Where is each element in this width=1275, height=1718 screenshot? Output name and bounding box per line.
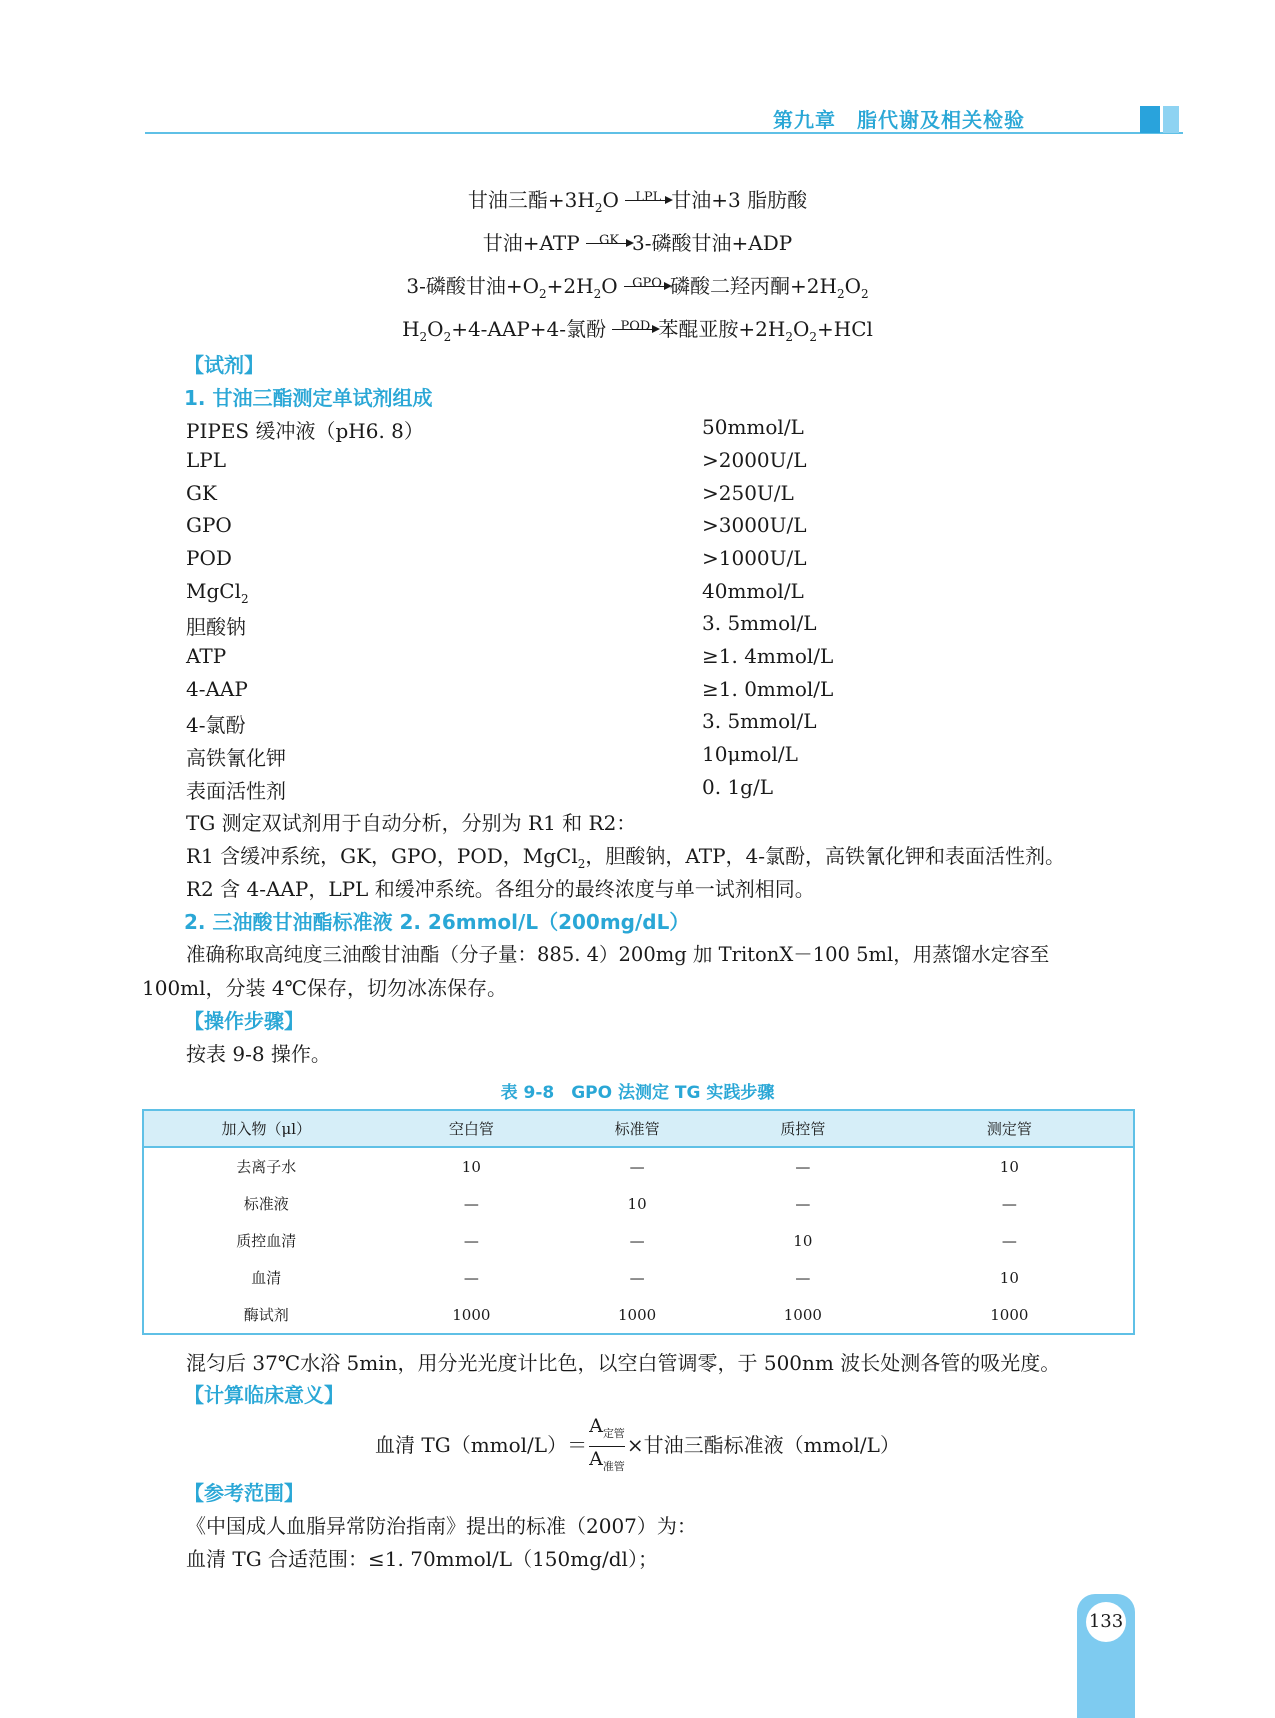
table-cell: — xyxy=(629,1231,645,1250)
reagent-name: ATP xyxy=(186,644,227,668)
reagent-name: GPO xyxy=(186,513,232,537)
table-row xyxy=(143,1185,1134,1222)
table-cell: — xyxy=(629,1157,645,1176)
standard-text-line2: 100ml，分装 4℃保存，切勿冰冻保存。 xyxy=(142,976,507,1000)
table-cell: — xyxy=(463,1194,479,1213)
table-cell: — xyxy=(1001,1231,1017,1250)
table-cell: — xyxy=(629,1268,645,1287)
reagent-concentration: >250U/L xyxy=(702,481,794,505)
dual-reagent-intro: TG 测定双试剂用于自动分析，分别为 R1 和 R2： xyxy=(186,811,637,835)
table-cell: — xyxy=(463,1231,479,1250)
section-heading-calculation: 【计算临床意义】 xyxy=(184,1383,344,1407)
tg-formula: 血清 TG（mmol/L）＝ $\frac{A_{定管}}{A_{准管}}$ ×甘油三酯标准液（mmol/L） xyxy=(0,1414,1275,1479)
table-cell: 质控血清 xyxy=(236,1232,297,1250)
table-row xyxy=(143,1259,1134,1296)
table-cell: — xyxy=(1001,1194,1017,1213)
dual-reagent-r2: R2 含 4-AAP，LPL 和缓冲系统。各组分的最终浓度与单一试剂相同。 xyxy=(186,877,815,901)
procedure-text: 按表 9-8 操作。 xyxy=(186,1042,331,1066)
table-cell: 10 xyxy=(793,1231,813,1250)
reagent-name: PIPES 缓冲液（pH6. 8） xyxy=(186,419,424,443)
equation-lpl: 甘油三酯$+3H_2O$ LPL 甘油+3 脂肪酸 xyxy=(467,188,808,215)
section-heading-reference: 【参考范围】 xyxy=(184,1481,304,1505)
equation-gpo: 3-磷酸甘油$+O_2+2H_2O$ GPO 磷酸二羟丙酮$+2H_2O_2$ xyxy=(406,274,869,301)
reagent-concentration: 50mmol/L xyxy=(702,415,804,439)
header-rule xyxy=(145,132,1183,134)
reagent-concentration: >1000U/L xyxy=(702,546,807,570)
reagent-concentration: 3. 5mmol/L xyxy=(702,709,817,733)
reagent-name: 4-AAP xyxy=(186,677,248,701)
table-header-cell: 测定管 xyxy=(886,1110,1134,1147)
standard-text-line1: 准确称取高纯度三油酸甘油酯（分子量：885. 4）200mg 加 TritonX－100 5ml，用蒸馏水定容至 xyxy=(186,943,1050,966)
table-cell: — xyxy=(463,1268,479,1287)
table-header-cell: 空白管 xyxy=(388,1110,554,1147)
table-header-cell: 质控管 xyxy=(720,1110,886,1147)
table-row xyxy=(143,1296,1134,1334)
after-table-text: 混匀后 37℃水浴 5min，用分光光度计比色，以空白管调零，于 500nm 波长处测各管的吸光度。 xyxy=(186,1351,1061,1375)
dual-reagent-r1: R1 含缓冲系统，GK，GPO，POD，MgCl$_2$，胆酸钠，ATP，4-氯酚，高铁氰化钾和表面活性剂。 xyxy=(186,844,1066,871)
table-caption: 表 9-8 GPO 法测定 TG 实践步骤 xyxy=(500,1083,775,1103)
table-row xyxy=(143,1147,1134,1185)
table-cell: 酶试剂 xyxy=(243,1306,289,1324)
reagent-concentration: 10μmol/L xyxy=(702,742,798,766)
reagent-concentration: >3000U/L xyxy=(702,513,807,537)
section-heading-procedure: 【操作步骤】 xyxy=(184,1009,304,1033)
formula-fraction: $\frac{A_{定管}}{A_{准管}}$ xyxy=(589,1415,625,1473)
procedure-table xyxy=(142,1109,1135,1335)
reagent-concentration: ≥1. 0mmol/L xyxy=(702,677,834,701)
table-cell: 1000 xyxy=(990,1305,1029,1324)
table-cell: 1000 xyxy=(617,1305,657,1324)
table-header-cell: 加入物（μl） xyxy=(143,1110,388,1147)
reference-text-line1: 《中国成人血脂异常防治指南》提出的标准（2007）为： xyxy=(186,1514,697,1538)
equation-pod: $H_2O_2+4-AAP+4-$氯酚 POD 苯醌亚胺$+2H_2O_2+HCl$ xyxy=(402,317,873,344)
reagent-concentration: 40mmol/L xyxy=(702,579,804,603)
table-cell: 10 xyxy=(627,1194,647,1213)
reaction-arrow: GK xyxy=(586,249,632,250)
table-cell: 去离子水 xyxy=(236,1158,297,1176)
reagent-name: 高铁氰化钾 xyxy=(186,746,286,770)
reagent-name: 胆酸钠 xyxy=(186,615,246,639)
reagent-name: GK xyxy=(186,481,217,505)
reagent-concentration: >2000U/L xyxy=(702,448,807,472)
table-cell: — xyxy=(795,1157,811,1176)
table-cell: 血清 xyxy=(251,1269,282,1287)
reagent-concentration: ≥1. 4mmol/L xyxy=(702,644,834,668)
subheading-single-reagent: 1. 甘油三酯测定单试剂组成 xyxy=(184,386,433,410)
reagent-name: LPL xyxy=(186,448,227,472)
table-cell: — xyxy=(795,1194,811,1213)
subheading-standard: 2. 三油酸甘油酯标准液 2. 26mmol/L（200mg/dL） xyxy=(184,910,690,934)
chapter-title: 第九章 脂代谢及相关检验 xyxy=(773,108,1025,132)
reaction-arrow: LPL xyxy=(625,206,671,207)
section-heading-reagents: 【试剂】 xyxy=(184,353,264,377)
reaction-arrow: GPO xyxy=(624,292,670,293)
table-row xyxy=(143,1222,1134,1259)
table-cell: 10 xyxy=(461,1157,481,1176)
reagent-concentration: 0. 1g/L xyxy=(702,775,773,799)
table-header-row xyxy=(143,1110,1134,1147)
table-cell: 1000 xyxy=(452,1305,491,1324)
reaction-arrow: POD xyxy=(612,335,658,336)
table-cell: 标准液 xyxy=(243,1195,289,1213)
reagent-name: MgCl$_2$ xyxy=(186,579,249,606)
table-cell: 10 xyxy=(999,1157,1019,1176)
equation-gk: 甘油+ATP GK 3-磷酸甘油+ADP xyxy=(482,231,793,255)
table-header-cell: 标准管 xyxy=(554,1110,720,1147)
table-cell: — xyxy=(795,1268,811,1287)
reagent-name: 表面活性剂 xyxy=(186,779,286,803)
header-decoration-block-light xyxy=(1163,106,1179,133)
reagent-name: POD xyxy=(186,546,232,570)
header-decoration-block xyxy=(1140,106,1160,133)
page-number: 133 xyxy=(1086,1602,1126,1642)
reference-text-line2: 血清 TG 合适范围：≤1. 70mmol/L（150mg/dl）； xyxy=(186,1547,658,1571)
reagent-name: 4-氯酚 xyxy=(186,713,246,737)
table-cell: 10 xyxy=(999,1268,1019,1287)
table-cell: 1000 xyxy=(783,1305,822,1324)
reagent-concentration: 3. 5mmol/L xyxy=(702,611,817,635)
